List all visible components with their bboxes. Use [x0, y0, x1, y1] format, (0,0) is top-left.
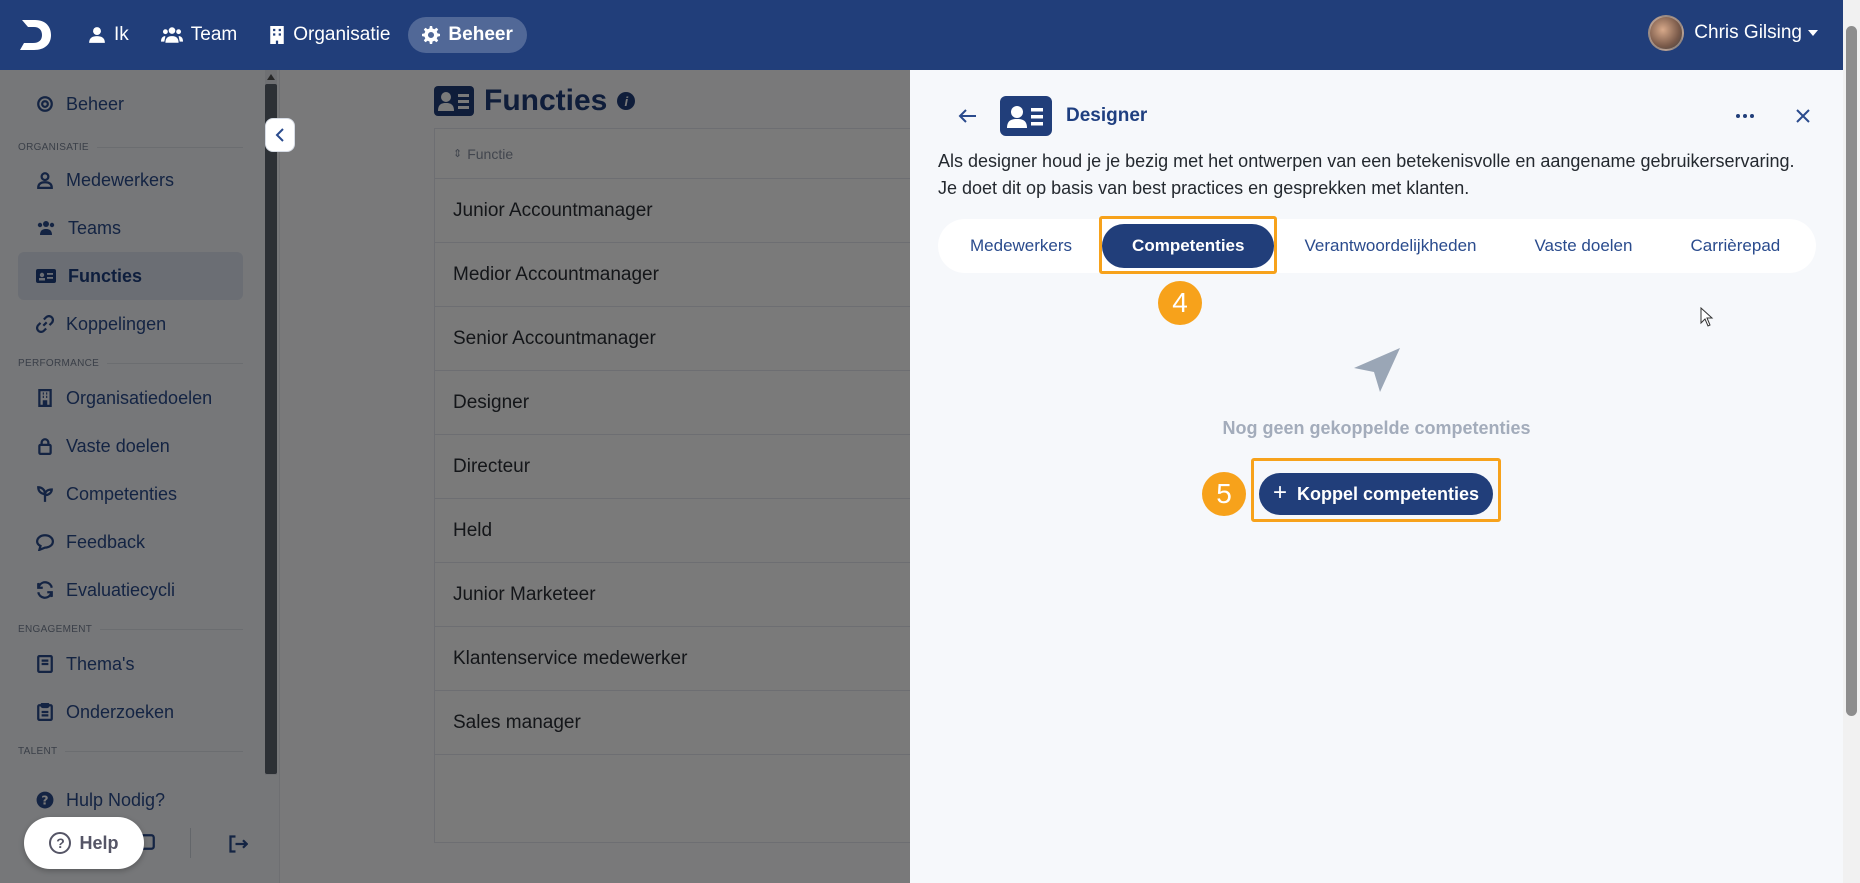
koppel-competenties-label: Koppel competenties — [1296, 483, 1480, 504]
help-button[interactable] — [24, 817, 144, 869]
tab-label: Medewerkers — [970, 236, 1073, 255]
drawer-title: Designer — [1066, 105, 1148, 126]
step-badge-4: 4 — [1158, 281, 1202, 325]
dot — [1750, 114, 1754, 118]
arrow-left-icon — [958, 108, 978, 124]
close-button[interactable] — [1785, 98, 1821, 134]
user-menu[interactable] — [1648, 15, 1818, 51]
logo-icon — [18, 17, 54, 53]
chevron-left-icon — [275, 128, 285, 142]
id-card-icon — [1000, 96, 1052, 136]
nav-ik-label: Ik — [114, 24, 129, 45]
tab-label: Carrièrepad — [1690, 236, 1781, 255]
page-scrollbar-thumb[interactable] — [1846, 26, 1857, 716]
step-highlight-tab — [1099, 216, 1277, 274]
more-dots-icon — [1736, 114, 1740, 118]
mouse-cursor-icon — [1700, 307, 1714, 332]
tab-medewerkers[interactable] — [950, 224, 1092, 268]
more-options-button[interactable] — [1727, 98, 1763, 134]
gear-icon — [422, 26, 440, 44]
collapse-sidebar-button[interactable] — [265, 118, 295, 152]
paper-plane-icon — [1352, 346, 1402, 401]
dot — [1743, 114, 1747, 118]
nav-ik[interactable] — [74, 17, 143, 53]
avatar — [1648, 15, 1684, 51]
tab-carrierepad[interactable] — [1670, 224, 1800, 268]
nav-organisatie-label: Organisatie — [293, 24, 391, 45]
users-icon — [161, 26, 183, 44]
chevron-down-icon — [1808, 30, 1818, 36]
koppel-competenties-button[interactable] — [1259, 473, 1493, 515]
close-icon — [1796, 109, 1810, 123]
nav-team[interactable] — [147, 17, 251, 53]
functie-description: Als designer houd je je bezig met het ontwerpen van een betekenisvolle en aangename gebruikerservaring. Je doet dit op basis van best practices en gesprekken met klanten. — [938, 151, 1795, 198]
nav-organisatie[interactable] — [255, 17, 404, 53]
question-icon: ? — [49, 832, 71, 854]
step-badge-5: 5 — [1202, 472, 1246, 516]
drawer-tabs — [938, 219, 1816, 273]
nav-beheer[interactable] — [408, 17, 526, 53]
tab-label: Vaste doelen — [1534, 236, 1633, 255]
user-name: Chris Gilsing — [1694, 22, 1802, 43]
drawer-header — [950, 96, 1147, 136]
building-icon — [269, 26, 285, 44]
tab-label: Verantwoordelijkheden — [1304, 236, 1477, 255]
modal-backdrop[interactable] — [0, 70, 910, 883]
app-logo[interactable] — [16, 15, 56, 55]
plus-icon: + — [1272, 479, 1287, 506]
tab-vaste-doelen[interactable] — [1514, 224, 1652, 268]
help-label: Help — [79, 832, 119, 853]
empty-state-text: Nog geen gekoppelde competenties — [1222, 418, 1531, 438]
nav-team-label: Team — [190, 24, 238, 45]
top-navigation-bar — [0, 0, 1860, 70]
back-button[interactable] — [950, 98, 986, 134]
tab-verantwoordelijkheden[interactable] — [1284, 224, 1496, 268]
tab-label: Competenties — [1132, 236, 1245, 255]
user-icon — [88, 26, 106, 44]
nav-beheer-label: Beheer — [448, 24, 513, 45]
functie-detail-drawer — [910, 70, 1843, 883]
